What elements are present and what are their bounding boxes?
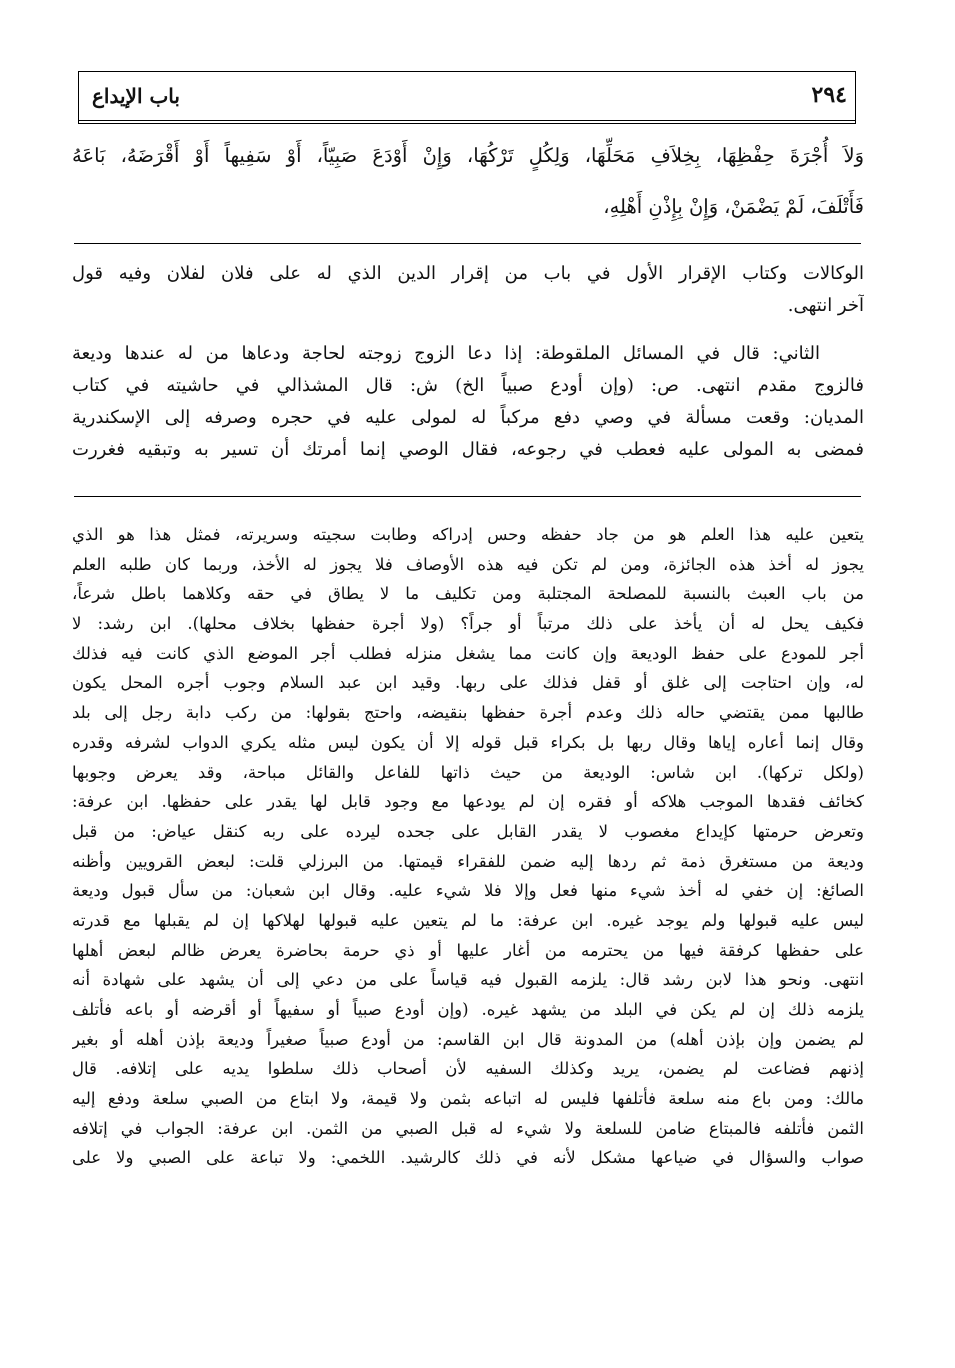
gloss-line: يلزمه ذلك إن لم يكن في البلد من يشهد غيره. (وإن أودع صبياً أو سفيهاً أو أقرضه أو باعه فأتلف bbox=[72, 1000, 864, 1019]
gloss-line: لم يضمن وإن بإذن أهله) من المدونة قال ابن القاسم: من أودع صبياً صغيراً وديعة بإذن أهله أو بغير bbox=[72, 1029, 864, 1049]
gloss-line: وتعرض حرمتها كإيداع مغصوب لا يقدر القابل على جحده ليرده على ربه كنقل عياض: من قبل bbox=[72, 821, 864, 841]
gloss-line: له، وإن احتاجت إلى غلق أو قفل فذلك على ربها. وقيد ابن عبد السلام وجوب أجره المحل يكون bbox=[72, 673, 864, 693]
matn-text bbox=[72, 130, 864, 232]
matn-line: فَأَتْلَفَ، لَمْ يَضْمَنْ، وَإِنْ بِإِذْنِ أَهْلِهِ، bbox=[603, 195, 864, 218]
gloss-line: وقال إنما أعاره إياها وقال ربها بل بكراء قبل قوله إلا أن يكون ليس مثله يكري الدواب لشرفه وقدره bbox=[72, 732, 864, 752]
footnote-divider bbox=[74, 496, 861, 497]
header-frame-top bbox=[78, 71, 856, 72]
commentary-line: المديان: وقعت مسألة في وصي دفع مركباً له لمولى عليه في حجره وصرفه إلى الإسكندرية bbox=[72, 407, 864, 428]
gloss-line: طالبها ممن يقتضي حاله ذلك وعدم أجرة حفظها بنقيضه، واحتج بقولها: من ركب دابة رجل إلى بلد bbox=[72, 703, 864, 723]
commentary-line: الثاني: قال في المسائل الملقوطة: إذا دعا الزوج زوجته لحاجة ودعاها من له عندها وديعة bbox=[72, 343, 820, 364]
commentary-line: فمضى به المولى عليه فعطب في رجوعه، فقال الوصي إنما أمرتك أن تسير به وتبقيه فغررت bbox=[72, 439, 864, 460]
matn-line: وَلاَ أُجْرَةَ حِفْظِهَا، بِخِلاَفِ مَحَلِّهَا، وَلِكُلٍ تَرْكُهَا، وَإِنْ أَوْدَعَ صَبِيّاً، أَوْ سَفِيهاً أَوْ أَقْرَضَهُ، بَاعَهُ bbox=[72, 144, 864, 167]
header-frame-left bbox=[78, 71, 79, 123]
page-number: ٢٩٤ bbox=[811, 82, 847, 108]
gloss-line: الثمن فأتلفه فالمبتاع ضامن للسلعة ولا شيء له قبل الصبي من الثمن. ابن عرفة: الجواب في إتلافه bbox=[72, 1118, 864, 1138]
commentary-line: آخر انتهى. bbox=[787, 295, 864, 316]
gloss-text bbox=[72, 520, 864, 1173]
gloss-line: فكيف يحل له أن يأخذ على ذلك مرتباً أو جراً؟ (ولا أجرة حفظها بخلاف محلها). ابن رشد: لا bbox=[72, 614, 864, 634]
section-divider bbox=[74, 243, 861, 244]
commentary-text bbox=[72, 258, 864, 466]
gloss-line: مالك: ومن باع منه سلعة فأتلفها فليس له اتباعه بثمن ولا قيمة، ولا ابتاع من الصبي سلعة ودفع إليه bbox=[72, 1089, 864, 1109]
gloss-line: أجر للمودع على حفظ الوديعة وإن كانت مما يشغل منزله فطلب أجر الموضع الذي كانت فيه فذلك bbox=[72, 643, 864, 663]
gloss-line: وديعة من مستغرق ذمة ثم ردها إليه ضمن للفقراء قيمتها. من البرزلي قلت: لبعض القرويين وأظنه bbox=[72, 851, 864, 871]
header-frame-bottom bbox=[78, 120, 856, 124]
gloss-line: صواب والسؤال في ضياعها مشكل لأنه في ذلك كالرشيد. اللخمي: ولا تباعة على الصبي ولا على bbox=[72, 1148, 864, 1168]
gloss-line: يتعين عليه هذا العلم هو من جاد حفظه وحس إدراكه وطابت سجيته وسريرته، فمثل هذا هو الذي bbox=[72, 525, 864, 544]
gloss-line: الصائغ: إن خفي له أخذ شيء منها فعل وإلا فلا شيء عليه. وقال ابن شعبان: من سأل قبول وديعة bbox=[72, 881, 864, 901]
commentary-line: فالزوج مقدم انتهى. ص: (وإن أودع صبياً الخ) ش: قال المشذالي في حاشيته في كتاب bbox=[72, 375, 864, 396]
commentary-line: الوكالات وكتاب الإقرار الأول في باب من إقرار الدين الذي له على فلان لفلان وفيه قول bbox=[72, 263, 864, 284]
gloss-line: إذنهم فضاعت لم يضمن، يريد وكذلك السفيه لأن أصحاب ذلك سلطوا يديه على إتلافه. قال bbox=[72, 1059, 864, 1079]
header-frame-right bbox=[855, 71, 856, 123]
gloss-line: كخائف فقدها الموجب هلاكه أو فقره إن لم يودعها مع وجود قابل لها يقدر على حفظها. ابن عرفة: bbox=[72, 792, 864, 812]
chapter-title: باب الإيداع bbox=[92, 84, 180, 108]
gloss-line: ليس عليه قبولها ولم يوجد غيره. ابن عرفة: ما لم يتعين عليه قبولها لهلاكها إن لم يقبلها مع قدرته bbox=[72, 910, 864, 930]
gloss-line: من باب العبث بالنسبة للمصلحة المجتلبة ومن تكليف ما لا يطاق في حقه وكلاهما باطل شرعاً، bbox=[72, 584, 864, 604]
gloss-line: على حفظها كرفقة فيها من يحترمه من أغار عليها أو ذي حرمة بحاضرة يعرض ظالم لبعض أهلها bbox=[72, 940, 864, 960]
gloss-line: انتهى. ونحو هذا لابن رشد قال: يلزمه القبول فيه قياساً على من دعي إلى أن يشهد على شهادة أنه bbox=[72, 970, 864, 990]
gloss-line: يجوز له أخذ هذه الجائزة، ومن لم تكن فيه هذه الأوصاف فلا يجوز له الأخذ، وربما كان طلبه العلم bbox=[72, 554, 864, 574]
gloss-line: (ولكل تركها). ابن شاس: الوديعة من حيث ذاتها للفاعل والقائل مباحة، وقد يعرض وجوبها bbox=[72, 762, 864, 782]
